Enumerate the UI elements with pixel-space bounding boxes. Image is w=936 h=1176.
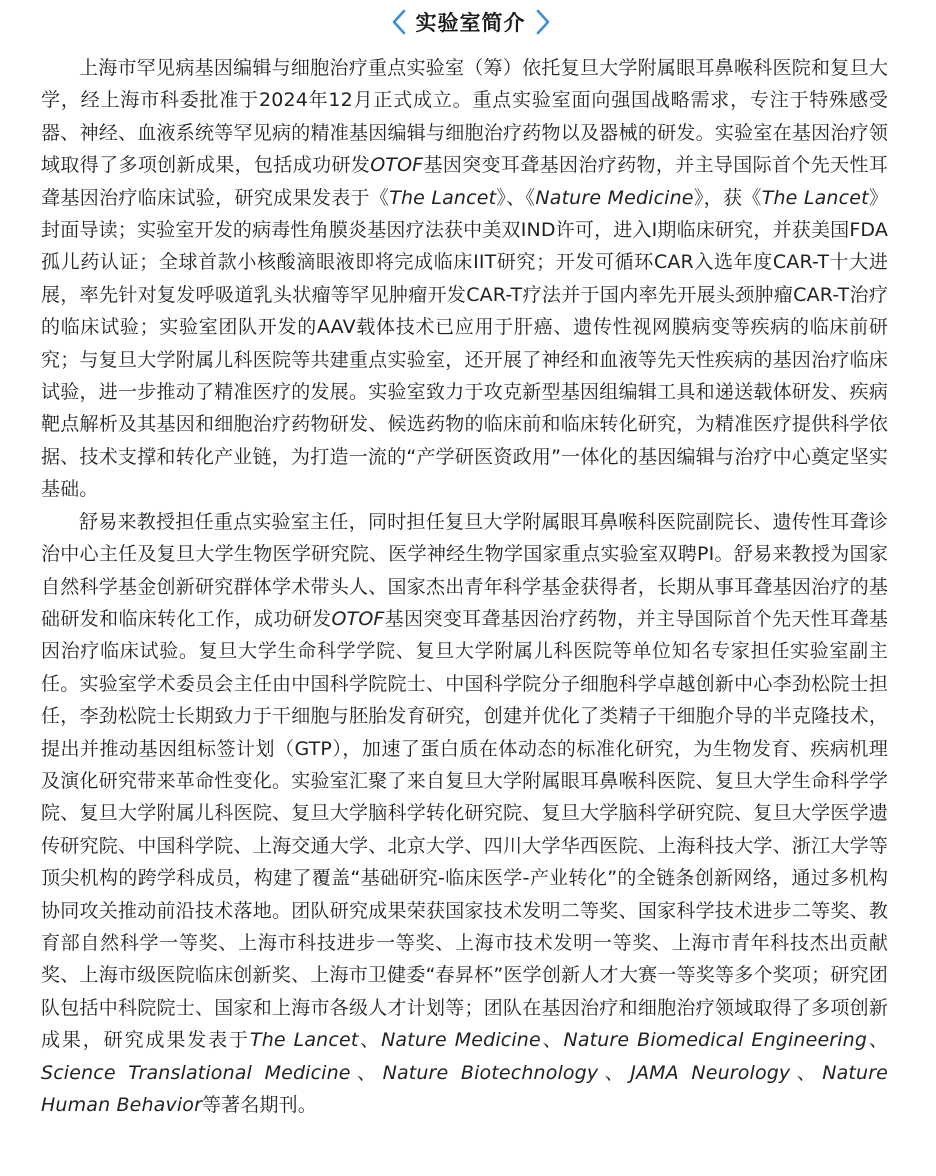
text-run: 、: [867, 1029, 888, 1052]
page-title: 实验室简介: [415, 11, 526, 35]
text-run: 》封面导读；实验室开发的病毒性角膜炎基因疗法获中美双IND许可，进入I期临床研究，并获美国FDA孤儿药认证；全球首款小核酸滴眼液即将完成临床IIT研究；开发可循环CAR入选年度CAR-T十大进展，率先针对复发呼吸道乳头状瘤等罕见肿瘤开发CAR-T疗法并于国内率先开展头颈肿瘤CAR-T治疗的临床试验；实验室团队开发的AAV载体技术已应用于肝癌、遗传性视网膜病变等疾病的临床前研究；与复旦大学附属儿科医院等共建重点实验室，还开展了神经和血液等先天性疾病的基因治疗临床试验，进一步推动了精准医疗的发展。实验室致力于攻克新型基因组编辑工具和递送载体研发、疾病靶点解析及其基因和细胞治疗药物研发、候选药物的临床前和临床转化研究，为精准医疗提供科学依据、技术支撑和转化产业链，为打造一流的“产学研医资政用”一体化的基因编辑与治疗中心奠定坚实基础。: [41, 186, 889, 501]
text-run: 基因突变耳聋基因治疗药物，并主导国际首个先天性耳聋基因治疗临床试验。复旦大学生命科学学院、复旦大学附属儿科医院等单位知名专家担任实验室副主任。实验室学术委员会主任由中国科学院院士、中国科学院分子细胞科学卓越创新中心李劲松院士担任，李劲松院士长期致力于干细胞与胚胎发育研究，创建并优化了类精子干细胞介导的半克隆技术，提出并推动基因组标签计划（GTP），加速了蛋白质在体动态的标准化研究，为生物发育、疾病机理及演化研究带来革命性变化。实验室汇聚了来自复旦大学附属眼耳鼻喉科医院、复旦大学生命科学学院、复旦大学附属儿科医院、复旦大学脑科学转化研究院、复旦大学脑科学研究院、复旦大学医学遗传研究院、中国科学院、上海交通大学、北京大学、四川大学华西医院、上海科技大学、浙江大学等顶尖机构的跨学科成员，构建了覆盖“基础研究-临床医学-产业转化”的全链条创新网络，通过多机构协同攻关推动前沿技术落地。团队研究成果荣获国家技术发明二等奖、国家科学技术进步二等奖、教育部自然科学一等奖、上海市科技进步一等奖、上海市技术发明一等奖、上海市青年科技杰出贡献奖、上海市级医院临床创新奖、上海市卫健委“春昇杯”医学创新人才大赛一等奖等多个奖项；研究团队包括中科院院士、国家和上海市各级人才计划等；团队在基因治疗和细胞治疗领域取得了多项创新成果，研究成果发表于: [41, 607, 888, 1052]
text-run: 上海市罕见病基因编辑与细胞治疗重点实验室（筹）依托复旦大学附属眼耳鼻喉科医院和复旦大学，经上海市科委批准于2024年12月正式成立。重点实验室面向强国战略需求，专注于特殊感受器、神经、血液系统等罕见病的精准基因编辑与细胞治疗药物以及器械的研发。实验室在基因治疗领域取得了多项创新成果，包括成功研发: [41, 57, 888, 177]
text-run: 、: [358, 1029, 382, 1052]
italic-term: OTOF: [331, 607, 385, 630]
italic-term: Nature Biomedical Engineering: [563, 1029, 868, 1052]
italic-term: Nature Medicine: [535, 186, 694, 209]
text-run: 、: [598, 1061, 631, 1084]
italic-term: The Lancet: [249, 1029, 359, 1052]
italic-term: JAMA Neurology: [630, 1061, 791, 1084]
text-run: 基因突变耳聋基因治疗药物，并主导国际首个先天性耳聋基因治疗临床试验，研究成果发表于《: [41, 154, 888, 209]
text-run: 、: [790, 1061, 823, 1084]
chevron-left-icon: [388, 7, 410, 37]
text-run: 》，获《: [693, 186, 762, 209]
section-heading: [41, 0, 888, 44]
leadership-paragraph: [41, 506, 888, 1122]
italic-term: Nature Medicine: [381, 1029, 541, 1052]
text-run: 》、《: [496, 186, 536, 209]
italic-term: Nature Biotechnology: [382, 1061, 599, 1084]
italic-term: The Lancet: [389, 186, 497, 209]
text-run: 舒易来教授担任重点实验室主任，同时担任复旦大学附属眼耳鼻喉科医院副院长、遗传性耳聋诊治中心主任及复旦大学生物医学研究院、医学神经生物学国家重点实验室双聘PI。舒易来教授为国家自然科学基金创新研究群体学术带头人、国家杰出青年科学基金获得者，长期从事耳聋基因治疗的基础研发和临床转化工作，成功研发: [41, 510, 888, 630]
text-run: 等著名期刊。: [202, 1094, 317, 1116]
italic-term: The Lancet: [761, 186, 869, 209]
chevron-right-icon: [532, 7, 554, 37]
italic-term: Nature Human Behavior: [41, 1061, 888, 1116]
italic-term: Science Translational Medicine: [41, 1061, 351, 1084]
text-run: 、: [350, 1061, 383, 1084]
intro-paragraph: [41, 52, 888, 506]
italic-term: OTOF: [370, 154, 424, 177]
text-run: 、: [540, 1029, 564, 1052]
